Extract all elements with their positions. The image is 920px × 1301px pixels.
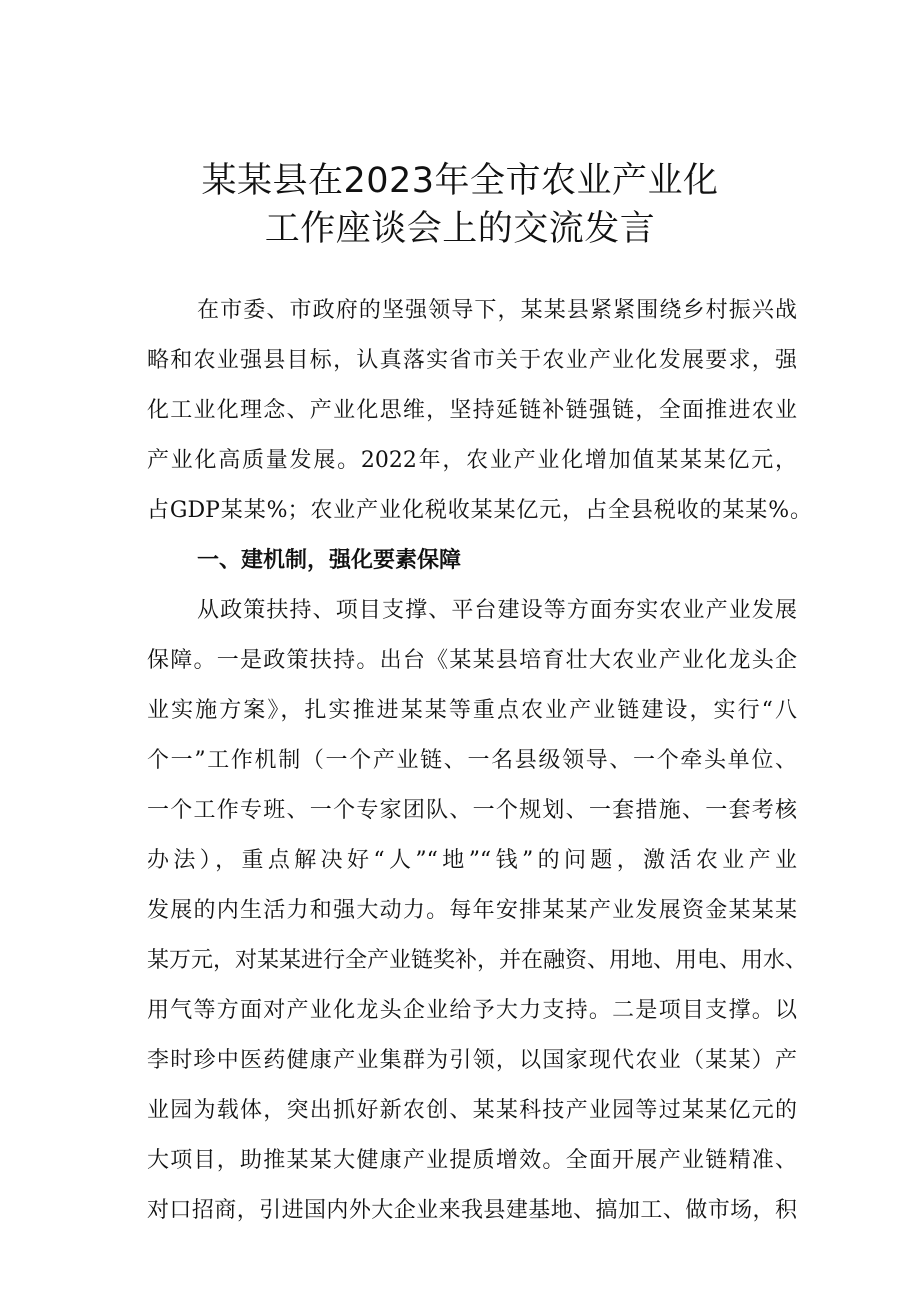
body-paragraph-line: 办法），重点解决好“人”“地”“钱”的问题，激活农业产业 — [147, 848, 797, 873]
body-paragraph-line: 某万元，对某某进行全产业链奖补，并在融资、用地、用电、用水、 — [147, 948, 808, 973]
body-paragraph-line: 对口招商，引进国内外大企业来我县建基地、搞加工、做市场，积 — [147, 1198, 797, 1223]
body-paragraph-line: 大项目，助推某某大健康产业提质增效。全面开展产业链精准、 — [147, 1148, 797, 1173]
body-paragraph-line: 用气等方面对产业化龙头企业给予大力支持。二是项目支撑。以 — [147, 998, 797, 1023]
body-paragraph-line: 一个工作专班、一个专家团队、一个规划、一套措施、一套考核 — [147, 798, 797, 823]
body-paragraph-line: 个一”工作机制（一个产业链、一名县级领导、一个牵头单位、 — [147, 748, 797, 773]
body-paragraph-line: 李时珍中医药健康产业集群为引领，以国家现代农业（某某）产 — [147, 1048, 797, 1073]
body-paragraph-line: 发展的内生活力和强大动力。每年安排某某产业发展资金某某某 — [147, 898, 797, 923]
body-paragraph-line: 业园为载体，突出抓好新农创、某某科技产业园等过某某亿元的 — [147, 1098, 797, 1123]
section-heading: 一、建机制，强化要素保障 — [197, 548, 462, 573]
body-paragraph-line: 业实施方案》，扎实推进某某等重点农业产业链建设，实行“八 — [147, 698, 797, 723]
intro-paragraph-line: 产业化高质量发展。2022年，农业产业化增加值某某某亿元， — [147, 448, 797, 473]
intro-paragraph-line: 化工业化理念、产业化思维，坚持延链补链强链，全面推进农业 — [147, 398, 797, 423]
intro-paragraph-line: 在市委、市政府的坚强领导下，某某县紧紧围绕乡村振兴战 — [197, 298, 797, 323]
document-title-line-1: 某某县在2023年全市农业产业化 — [201, 161, 719, 201]
intro-paragraph-line: 占GDP某某%；农业产业化税收某某亿元，占全县税收的某某%。 — [147, 498, 812, 523]
intro-paragraph-line: 略和农业强县目标，认真落实省市关于农业产业化发展要求，强 — [147, 348, 797, 373]
document-title-line-2: 工作座谈会上的交流发言 — [264, 209, 656, 249]
body-paragraph-line: 从政策扶持、项目支撑、平台建设等方面夯实农业产业发展 — [197, 598, 797, 623]
body-paragraph-line: 保障。一是政策扶持。出台《某某县培育壮大农业产业化龙头企 — [147, 648, 797, 673]
